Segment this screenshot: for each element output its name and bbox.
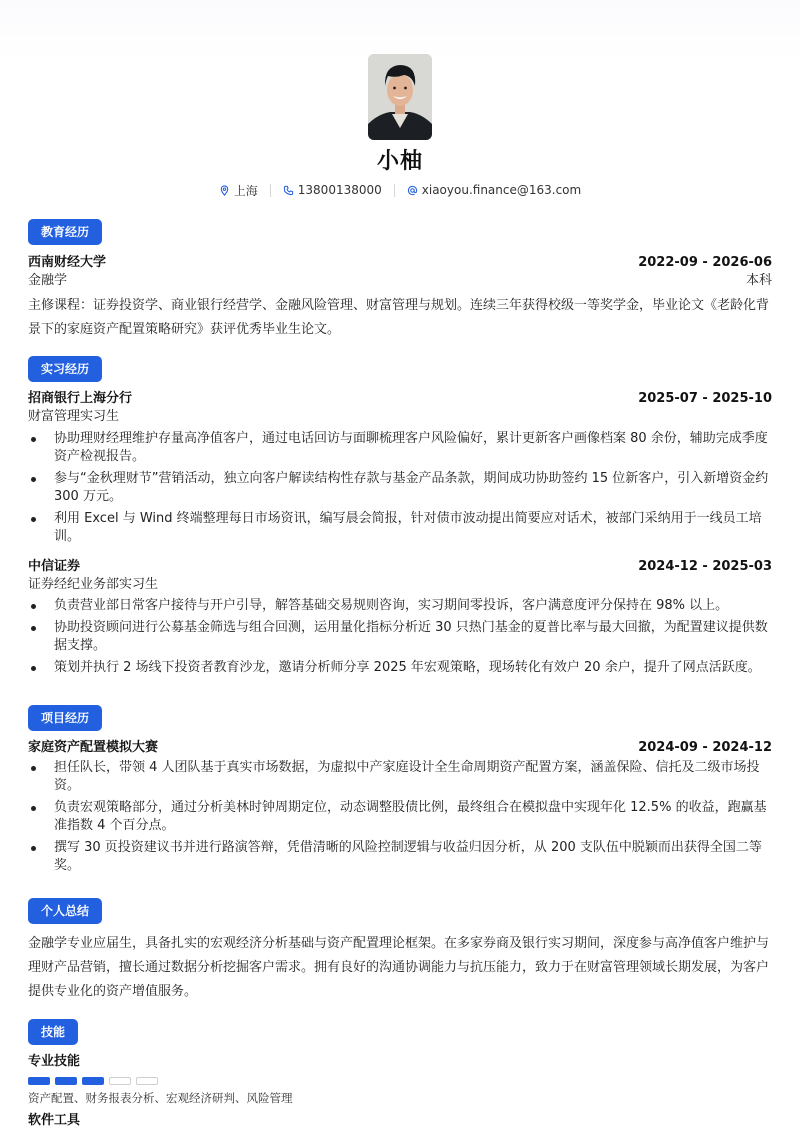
location-pin-icon: [219, 185, 230, 196]
education-date: 2022-09 - 2026-06: [638, 255, 772, 270]
section-badge-skills: 技能: [28, 1019, 78, 1045]
skills-section: [28, 1019, 772, 1130]
divider: [270, 184, 271, 197]
project-name: 家庭资产配置模拟大赛: [28, 740, 159, 755]
education-header-row: [28, 254, 772, 272]
major: 金融学: [28, 273, 68, 288]
internship-section: [28, 356, 772, 681]
bullet-item: 策划并执行 2 场线下投资者教育沙龙，邀请分析师分享 2025 年宏观策略，现场转化有效户 20 余户，提升了网点活跃度。: [28, 659, 772, 677]
bullet-item: 协助投资顾问进行公募基金筛选与组合回测，运用量化指标分析近 30 只热门基金的夏普比率与最大回撤，为配置建议提供数据支撑。: [28, 619, 772, 655]
role: 证券经纪业务部实习生: [28, 577, 159, 592]
email-text[interactable]: xiaoyou.finance@163.com: [421, 183, 582, 197]
candidate-name: 小柚: [376, 149, 423, 174]
degree: 本科: [745, 273, 772, 288]
school-name: 西南财经大学: [28, 255, 107, 270]
section-badge-internship: 实习经历: [28, 356, 102, 382]
internship-entry: [28, 390, 772, 546]
skill-level-bar: [28, 1077, 772, 1085]
bullet-list: [28, 597, 772, 677]
bullet-item: 负责宏观策略部分，通过分析美林时钟周期定位，动态调整股债比例，最终组合在模拟盘中实现年化 12.5% 的收益，跑赢基准指数 4 个百分点。: [28, 799, 772, 835]
entry-header-row: [28, 739, 772, 757]
bullet-item: 利用 Excel 与 Wind 终端整理每日市场资讯，编写晨会简报，针对债市波动提出简要应对话术，被部门采纳用于一线员工培训。: [28, 510, 772, 546]
education-description: 主修课程：证券投资学、商业银行经营学、金融风险管理、财富管理与规划。连续三年获得校级一等奖学金，毕业论文《老龄化背景下的家庭资产配置策略研究》获评优秀毕业生论文。: [28, 298, 770, 337]
portrait-image: [368, 54, 432, 140]
role: 财富管理实习生: [28, 409, 120, 424]
entry-header-row: [28, 558, 772, 576]
skill-level-segment-filled: [82, 1077, 104, 1085]
location-text: 上海: [233, 183, 258, 198]
contact-phone: [283, 183, 382, 197]
bullet-item: 撰写 30 页投资建议书并进行路演答辩，凭借清晰的风险控制逻辑与收益归因分析，从 200 支队伍中脱颖而出获得全国二等奖。: [28, 839, 772, 875]
at-sign-icon: [407, 185, 418, 196]
internship-entry: [28, 558, 772, 677]
contact-location: [219, 182, 258, 199]
bullet-list: [28, 759, 772, 875]
skill-level-segment-filled: [28, 1077, 50, 1085]
phone-text: 13800138000: [297, 183, 382, 197]
contact-info: [0, 182, 800, 198]
entry-date: 2024-09 - 2024-12: [638, 740, 772, 755]
skill-group: [28, 1053, 772, 1106]
education-section: [28, 219, 772, 342]
company-name: 招商银行上海分行: [28, 391, 133, 406]
profile-photo: [368, 54, 432, 140]
bullet-item: 负责营业部日常客户接待与开户引导，解答基础交易规则咨询，实习期间零投诉，客户满意度评分保持在 98% 以上。: [28, 597, 772, 615]
entry-header-row: [28, 390, 772, 408]
company-name: 中信证券: [28, 559, 81, 574]
divider: [394, 184, 395, 197]
contact-email: [407, 183, 581, 197]
bullet-list: [28, 430, 772, 546]
skill-level-segment-empty: [109, 1077, 131, 1085]
skill-group: [28, 1112, 772, 1130]
entry-date: 2024-12 - 2025-03: [638, 559, 772, 574]
section-badge-education: 教育经历: [28, 219, 102, 245]
bullet-item: 协助理财经理维护存量高净值客户，通过电话回访与面聊梳理客户风险偏好，累计更新客户画像档案 80 余份，辅助完成季度资产检视报告。: [28, 430, 772, 466]
bullet-item: 担任队长，带领 4 人团队基于真实市场数据，为虚拟中产家庭设计全生命周期资产配置方案，涵盖保险、信托及二级市场投资。: [28, 759, 772, 795]
skill-level-segment-filled: [55, 1077, 77, 1085]
resume-header: [0, 54, 800, 198]
education-sub-row: [28, 272, 772, 289]
bullet-item: 参与“金秋理财节”营销活动，独立向客户解读结构性存款与基金产品条款，期间成功协助签约 15 位新客户，引入新增资金约 300 万元。: [28, 470, 772, 506]
section-badge-summary: 个人总结: [28, 898, 102, 924]
skill-detail: 资产配置、财务报表分析、宏观经济研判、风险管理: [28, 1091, 293, 1105]
summary-section: [28, 898, 772, 1004]
skill-group-name: 软件工具: [28, 1113, 81, 1128]
summary-text: 金融学专业应届生，具备扎实的宏观经济分析基础与资产配置理论框架。在多家券商及银行实习期间，深度参与高净值客户维护与理财产品营销，擅长通过数据分析挖掘客户需求。拥有良好的沟通协调能力与抗压能力，致力于在财富管理领域长期发展，为客户提供专业化的资产增值服务。: [28, 936, 770, 999]
skill-group-name: 专业技能: [28, 1054, 81, 1069]
project-entry: [28, 739, 772, 875]
projects-section: [28, 705, 772, 879]
phone-icon: [283, 185, 294, 196]
entry-date: 2025-07 - 2025-10: [638, 391, 772, 406]
section-badge-projects: 项目经历: [28, 705, 102, 731]
skill-level-segment-empty: [136, 1077, 158, 1085]
